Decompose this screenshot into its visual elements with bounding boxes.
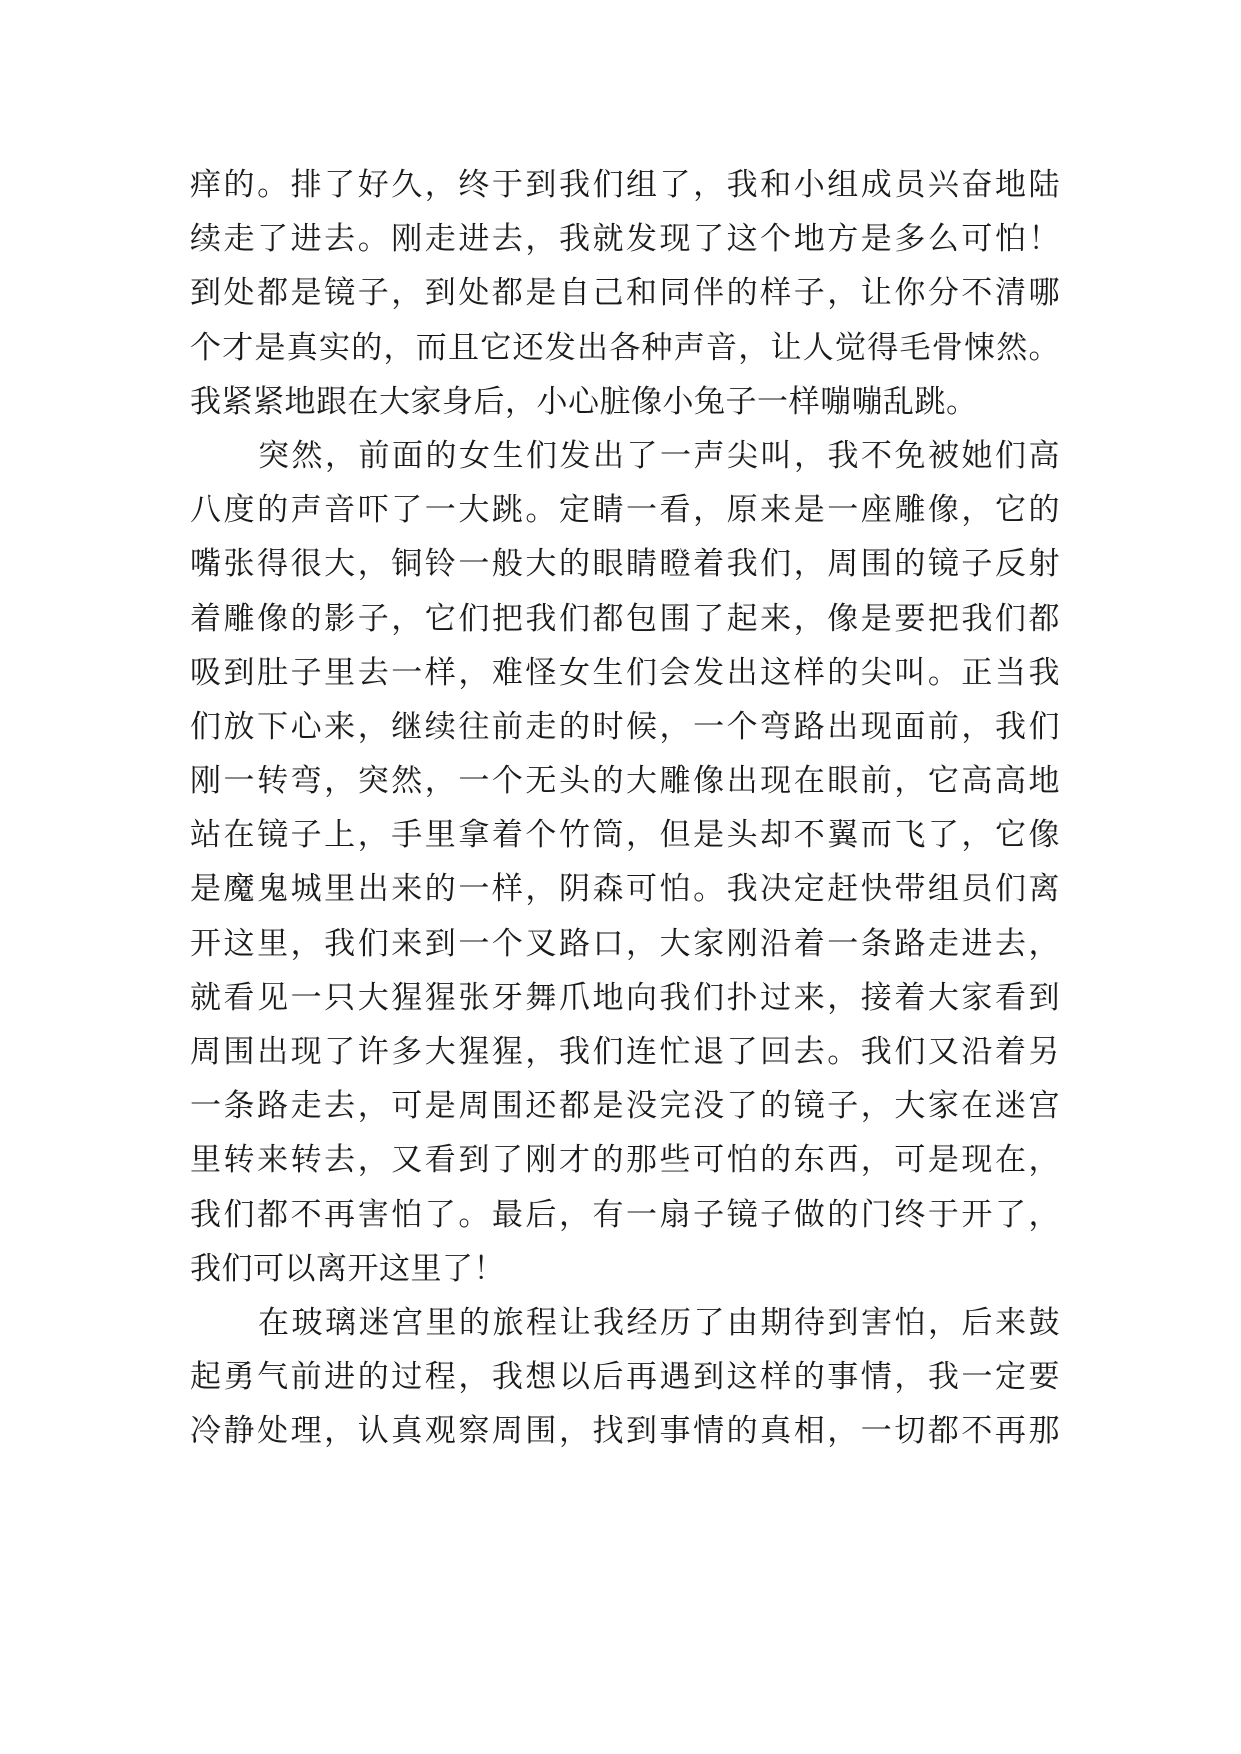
document-body — [190, 158, 1060, 1459]
text-line: 续走了进去。刚走进去，我就发现了这个地方是多么可怕！ — [190, 221, 1060, 258]
text-line: 是魔鬼城里出来的一样，阴森可怕。我决定赶快带组员们离 — [190, 871, 1060, 908]
text-line: 我们可以离开这里了！ — [190, 1250, 505, 1287]
text-line: 站在镜子上，手里拿着个竹筒，但是头却不翼而飞了，它像 — [190, 817, 1060, 854]
text-line: 着雕像的影子，它们把我们都包围了起来，像是要把我们都 — [190, 600, 1060, 637]
text-line: 我紧紧地跟在大家身后，小心脏像小兔子一样嘣嘣乱跳。 — [190, 383, 978, 420]
text-line: 刚一转弯，突然，一个无头的大雕像出现在眼前，它高高地 — [190, 763, 1060, 800]
text-line: 痒的。排了好久，终于到我们组了，我和小组成员兴奋地陆 — [190, 167, 1060, 203]
text-line: 一条路走去，可是周围还都是没完没了的镜子，大家在迷宫 — [190, 1088, 1060, 1125]
text-line: 开这里，我们来到一个叉路口，大家刚沿着一条路走进去， — [190, 925, 1060, 962]
text-line: 我们都不再害怕了。最后，有一扇子镜子做的门终于开了， — [190, 1196, 1060, 1233]
paragraph-start-line: 在玻璃迷宫里的旅程让我经历了由期待到害怕，后来鼓 — [258, 1304, 1060, 1341]
text-line: 周围出现了许多大猩猩，我们连忙退了回去。我们又沿着另 — [190, 1034, 1060, 1070]
text-line: 个才是真实的，而且它还发出各种声音，让人觉得毛骨悚然。 — [190, 329, 1060, 366]
text-line: 八度的声音吓了一大跳。定睛一看，原来是一座雕像，它的 — [190, 492, 1060, 529]
text-line: 里转来转去，又看到了刚才的那些可怕的东西，可是现在， — [190, 1142, 1060, 1179]
text-line: 们放下心来，继续往前走的时候，一个弯路出现面前，我们 — [190, 708, 1060, 745]
text-line: 就看见一只大猩猩张牙舞爪地向我们扑过来，接着大家看到 — [190, 979, 1060, 1016]
text-line: 起勇气前进的过程，我想以后再遇到这样的事情，我一定要 — [190, 1359, 1060, 1396]
paragraph-start-line: 突然，前面的女生们发出了一声尖叫，我不免被她们高 — [258, 437, 1060, 474]
text-line: 到处都是镜子，到处都是自己和同伴的样子，让你分不清哪 — [190, 275, 1060, 312]
text-line: 嘴张得很大，铜铃一般大的眼睛瞪着我们，周围的镜子反射 — [190, 546, 1060, 583]
text-line: 冷静处理，认真观察周围，找到事情的真相，一切都不再那 — [190, 1413, 1060, 1450]
text-line: 吸到肚子里去一样，难怪女生们会发出这样的尖叫。正当我 — [190, 654, 1060, 691]
